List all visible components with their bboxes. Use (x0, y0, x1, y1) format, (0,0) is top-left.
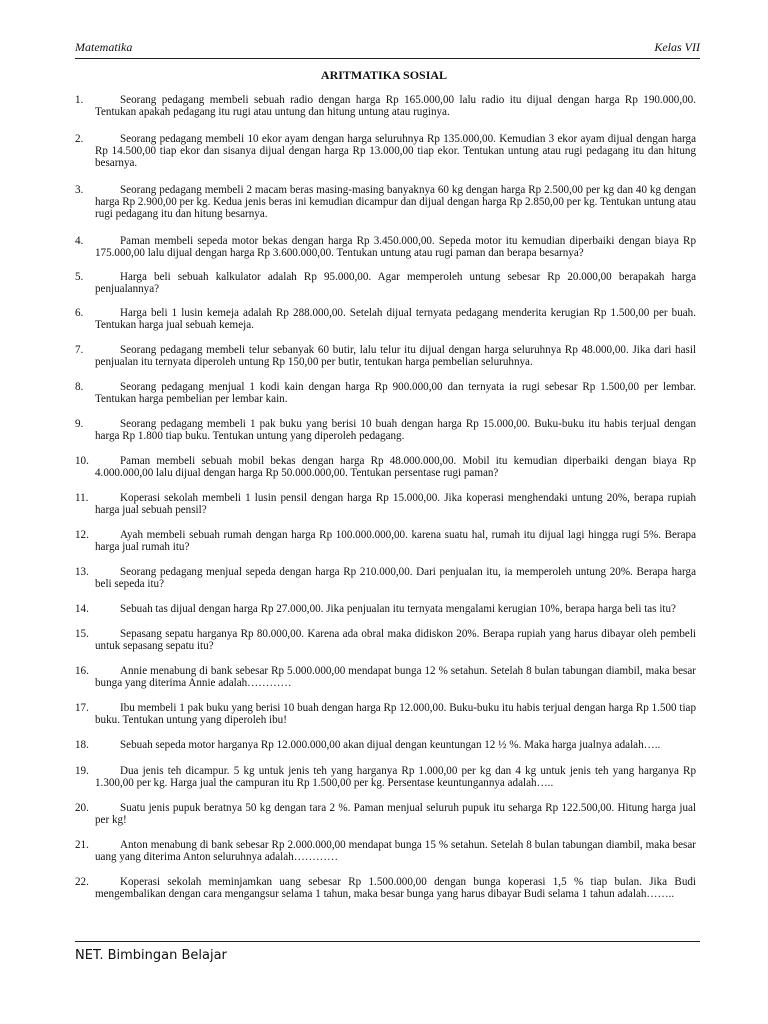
page-title: ARITMATIKA SOSIAL (320, 68, 448, 82)
problem-item (75, 418, 696, 442)
problem-text: Seorang pedagang menjual sepeda dengan harga Rp 210.000,00. Dari penjualan itu, ia memperoleh untung 20%. Berapa harga beli sepeda itu? (95, 566, 696, 590)
problem-item (75, 271, 696, 295)
problem-item (75, 455, 696, 479)
problem-text: Anton menabung di bank sebesar Rp 2.000.000,00 mendapat bunga 15 % setahun. Setelah 8 bulan tabungan diambil, maka besar uang yang diterima Anton seluruhnya adalah………… (95, 839, 696, 863)
problem-number: 17. (75, 702, 89, 714)
problem-text: Koperasi sekolah meminjamkan uang sebesar Rp 1.500.000,00 dengan bunga koperasi 1,5 % tiap bulan. Jika Budi mengembalikan dengan cara mengangsur selama 1 tahun, maka besar bunga yang harus dibayar Budi selama 1 tahun adalah…….. (95, 876, 696, 900)
problem-item (75, 344, 696, 368)
problem-number: 11. (75, 492, 89, 504)
problem-text: Paman membeli sepeda motor bekas dengan harga Rp 3.450.000,00. Sepeda motor itu kemudian diperbaiki dengan biaya Rp 175.000,00 lalu dijual dengan harga Rp 3.600.000,00. Tentukan untung atau rugi paman dan berapa besarnya? (95, 235, 696, 259)
problem-number: 21. (75, 839, 89, 851)
problem-item (75, 184, 696, 220)
problem-item (75, 235, 696, 259)
problem-number: 19. (75, 765, 89, 777)
problem-text: Harga beli 1 lusin kemeja adalah Rp 288.000,00. Setelah dijual ternyata pedagang menderita kerugian Rp 1.500,00 per buah. Tentukan harga jual sebuah kemeja. (95, 307, 696, 331)
header-class: Kelas VII (654, 40, 700, 54)
problem-item (75, 381, 696, 405)
problem-text: Seorang pedagang membeli 1 pak buku yang berisi 10 buah dengan harga Rp 15.000,00. Buku-buku itu habis terjual dengan harga Rp 1.800 tiap buku. Tentukan untung yang diperoleh pedagang. (95, 418, 696, 442)
problem-item (75, 492, 696, 516)
header-subject: Matematika (75, 40, 133, 54)
problem-item (75, 307, 696, 331)
problem-text: Seorang pedagang membeli 10 ekor ayam dengan harga seluruhnya Rp 135.000,00. Kemudian 3 ekor ayam dijual dengan harga Rp 14.500,00 tiap ekor dan sisanya dijual dengan harga Rp 13.000,00 tiap ekor. Tentukan untung atau rugi pedagang itu dan hitung besarnya. (95, 133, 696, 169)
problem-item (75, 94, 696, 118)
problem-item (75, 566, 696, 590)
problem-text: Harga beli sebuah kalkulator adalah Rp 95.000,00. Agar memperoleh untung sebesar Rp 20.000,00 berapakah harga penjualannya? (95, 271, 696, 295)
problem-item (75, 702, 696, 726)
problem-number: 3. (75, 184, 84, 196)
problem-number: 9. (75, 418, 84, 430)
footer-divider (75, 941, 700, 942)
problem-number: 6. (75, 307, 84, 319)
problem-text: Suatu jenis pupuk beratnya 50 kg dengan tara 2 %. Paman menjual seluruh pupuk itu seharga Rp 122.500,00. Hitung harga jual per kg! (95, 802, 696, 826)
problem-text: Annie menabung di bank sebesar Rp 5.000.000,00 mendapat bunga 12 % setahun. Setelah 8 bulan tabungan diambil, maka besar bunga yang diterima Annie adalah………… (95, 665, 696, 689)
problem-text: Koperasi sekolah membeli 1 lusin pensil dengan harga Rp 15.000,00. Jika koperasi menghendaki untung 20%, berapa rupiah harga jual sebuah pensil? (95, 492, 696, 516)
problem-item (75, 802, 696, 826)
problem-number: 4. (75, 235, 84, 247)
problem-text: Sebuah tas dijual dengan harga Rp 27.000,00. Jika penjualan itu ternyata mengalami kerugian 10%, berapa harga beli tas itu? (120, 603, 676, 615)
problem-number: 7. (75, 344, 84, 356)
problem-item (75, 765, 696, 789)
problem-number: 22. (75, 876, 89, 888)
problem-list (75, 94, 696, 900)
problem-text: Seorang pedagang membeli sebuah radio dengan harga Rp 165.000,00 lalu radio itu dijual dengan harga Rp 190.000,00. Tentukan apakah pedagang itu rugi atau untung dan hitung untung atau ruginya. (95, 94, 696, 118)
problem-item (75, 839, 696, 863)
problem-number: 1. (75, 94, 84, 106)
problem-item (75, 603, 696, 615)
problem-text: Paman membeli sebuah mobil bekas dengan harga Rp 48.000.000,00. Mobil itu kemudian diperbaiki dengan biaya Rp 4.000.000,00 lalu dijual dengan harga Rp 50.000.000,00. Tentukan persentase rugi paman? (95, 455, 696, 479)
problem-item (75, 529, 696, 553)
footer-text: NET. Bimbingan Belajar (75, 948, 227, 963)
problem-item (75, 739, 696, 751)
problem-number: 18. (75, 739, 89, 751)
problem-text: Dua jenis teh dicampur. 5 kg untuk jenis teh yang harganya Rp 1.000,00 per kg dan 4 kg untuk jenis teh yang harganya Rp 1.300,00 per kg. Harga jual the campuran itu Rp 1.500,00 per kg. Persentase keuntungannya adalah….. (95, 765, 696, 789)
problem-number: 14. (75, 603, 89, 615)
problem-text: Seorang pedagang membeli 2 macam beras masing-masing banyaknya 60 kg dengan harga Rp 2.500,00 per kg dan 40 kg dengan harga Rp 2.900,00 per kg. Kedua jenis beras ini kemudian dicampur dan dijual dengan harga Rp 2.850,00 per kg. Tentukan untung atau rugi pedagang itu dan hitung besarnya. (95, 184, 696, 220)
problem-item (75, 665, 696, 689)
problem-number: 8. (75, 381, 84, 393)
problem-text: Ayah membeli sebuah rumah dengan harga Rp 100.000.000,00. karena suatu hal, rumah itu dijual lagi hingga rugi 5%. Berapa harga jual rumah itu? (95, 529, 696, 553)
problem-number: 2. (75, 133, 84, 145)
problem-text: Seorang pedagang menjual 1 kodi kain dengan harga Rp 900.000,00 dan ternyata ia rugi sebesar Rp 1.500,00 per lembar. Tentukan harga pembelian per lembar kain. (95, 381, 696, 405)
problem-text: Sebuah sepeda motor harganya Rp 12.000.000,00 akan dijual dengan keuntungan 12 ½ %. Maka harga jualnya adalah….. (120, 739, 661, 751)
problem-number: 16. (75, 665, 89, 677)
page-header (75, 40, 700, 59)
problem-text: Seorang pedagang membeli telur sebanyak 60 butir, lalu telur itu dijual dengan harga seluruhnya Rp 48.000,00. Jika dari hasil penjualan itu ternyata diperoleh untung Rp 150,00 per butir, tentukan harga pembelian seluruhnya. (95, 344, 696, 368)
problem-item (75, 628, 696, 652)
problem-number: 5. (75, 271, 84, 283)
problem-text: Sepasang sepatu harganya Rp 80.000,00. Karena ada obral maka didiskon 20%. Berapa rupiah yang harus dibayar oleh pembeli untuk sepasang sepatu itu? (95, 628, 696, 652)
problem-number: 20. (75, 802, 89, 814)
problem-text: Ibu membeli 1 pak buku yang berisi 10 buah dengan harga Rp 12.000,00. Buku-buku itu habis terjual dengan harga Rp 1.500 tiap buku. Tentukan untung yang diperoleh ibu! (95, 702, 696, 726)
problem-number: 13. (75, 566, 89, 578)
problem-item (75, 876, 696, 900)
problem-number: 12. (75, 529, 89, 541)
problem-item (75, 133, 696, 169)
problem-number: 10. (75, 455, 89, 467)
problem-number: 15. (75, 628, 89, 640)
